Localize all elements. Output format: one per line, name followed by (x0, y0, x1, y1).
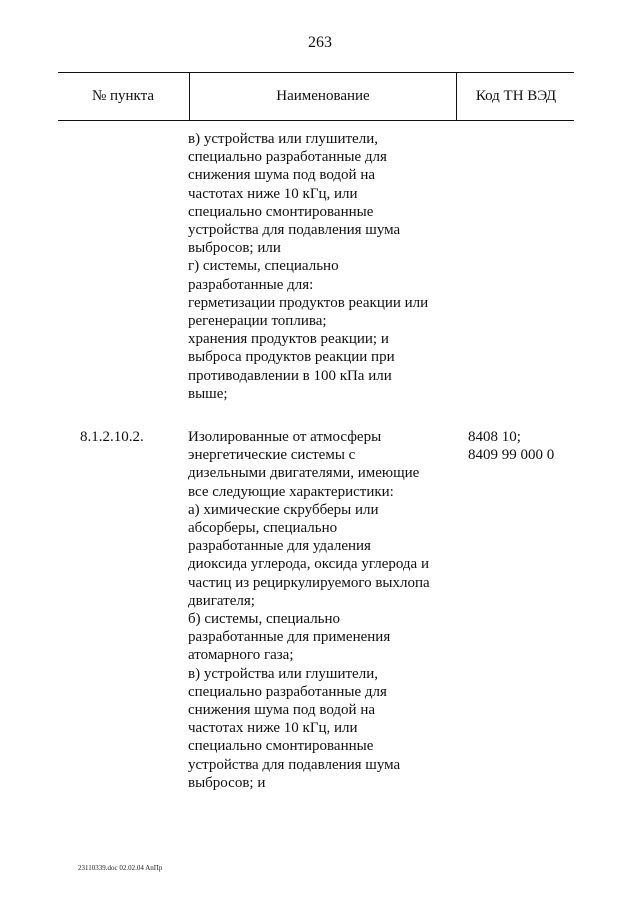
text-line: частотах ниже 10 кГц, или (188, 720, 358, 737)
text-line: герметизации продуктов реакции или (188, 294, 429, 311)
text-line: разработанные для: (188, 276, 314, 293)
text-line: устройства для подавления шума (188, 222, 401, 239)
text-line: двигателя; (188, 592, 255, 609)
text-line: атомарного газа; (188, 647, 294, 664)
text-line: специально смонтированные (188, 203, 374, 220)
text-line: выбросов; или (188, 240, 281, 257)
text-line: дизельными двигателями, имеющие (188, 465, 420, 482)
code-value: 8409 99 000 0 (468, 447, 555, 464)
text-line: специально смонтированные (188, 738, 374, 755)
text-line: б) системы, специально (188, 611, 341, 628)
text-line: все следующие характеристики: (188, 483, 394, 500)
code-cell (468, 428, 588, 464)
text-line: частиц из рециркулируемого выхлопа (188, 574, 430, 591)
page-number: 263 (308, 34, 332, 51)
text-line: снижения шума под водой на (188, 167, 376, 184)
header-name: Наименование (189, 73, 456, 120)
text-line: разработанные для применения (188, 629, 391, 646)
text-line: снижения шума под водой на (188, 702, 376, 719)
text-line: противодавлении в 100 кПа или (188, 367, 392, 384)
text-line: хранения продуктов реакции; и (188, 331, 389, 348)
text-line: специально разработанные для (188, 149, 387, 166)
continuation-text (188, 130, 468, 403)
text-line: выбросов; и (188, 774, 266, 791)
table-header (58, 72, 574, 121)
item-number: 8.1.2.10.2. (80, 429, 144, 445)
footer-doc-reference: 23110339.doc 02.02.04 AnПр (78, 864, 163, 872)
text-line: диоксида углерода, оксида углерода и (188, 556, 429, 573)
text-line: разработанные для удаления (188, 538, 371, 555)
text-line: абсорберы, специально (188, 520, 338, 537)
text-line: выше; (188, 385, 228, 402)
text-line: Изолированные от атмосферы (188, 429, 382, 445)
text-line: г) системы, специально (188, 258, 339, 275)
text-line: частотах ниже 10 кГц, или (188, 185, 358, 202)
text-line: выброса продуктов реакции при (188, 349, 395, 366)
text-line: в) устройства или глушители, (188, 131, 378, 147)
text-line: устройства для подавления шума (188, 756, 401, 773)
item-description (188, 428, 468, 792)
header-item-no: № пункта (91, 88, 155, 104)
text-line: в) устройства или глушители, (188, 665, 378, 682)
text-line: а) химические скрубберы или (188, 501, 379, 518)
header-code: Код ТН ВЭД (456, 73, 575, 120)
code-value: 8408 10; (468, 429, 521, 445)
text-line: регенерации топлива; (188, 313, 327, 330)
text-line: энергетические системы с (188, 447, 356, 464)
text-line: специально разработанные для (188, 683, 387, 700)
